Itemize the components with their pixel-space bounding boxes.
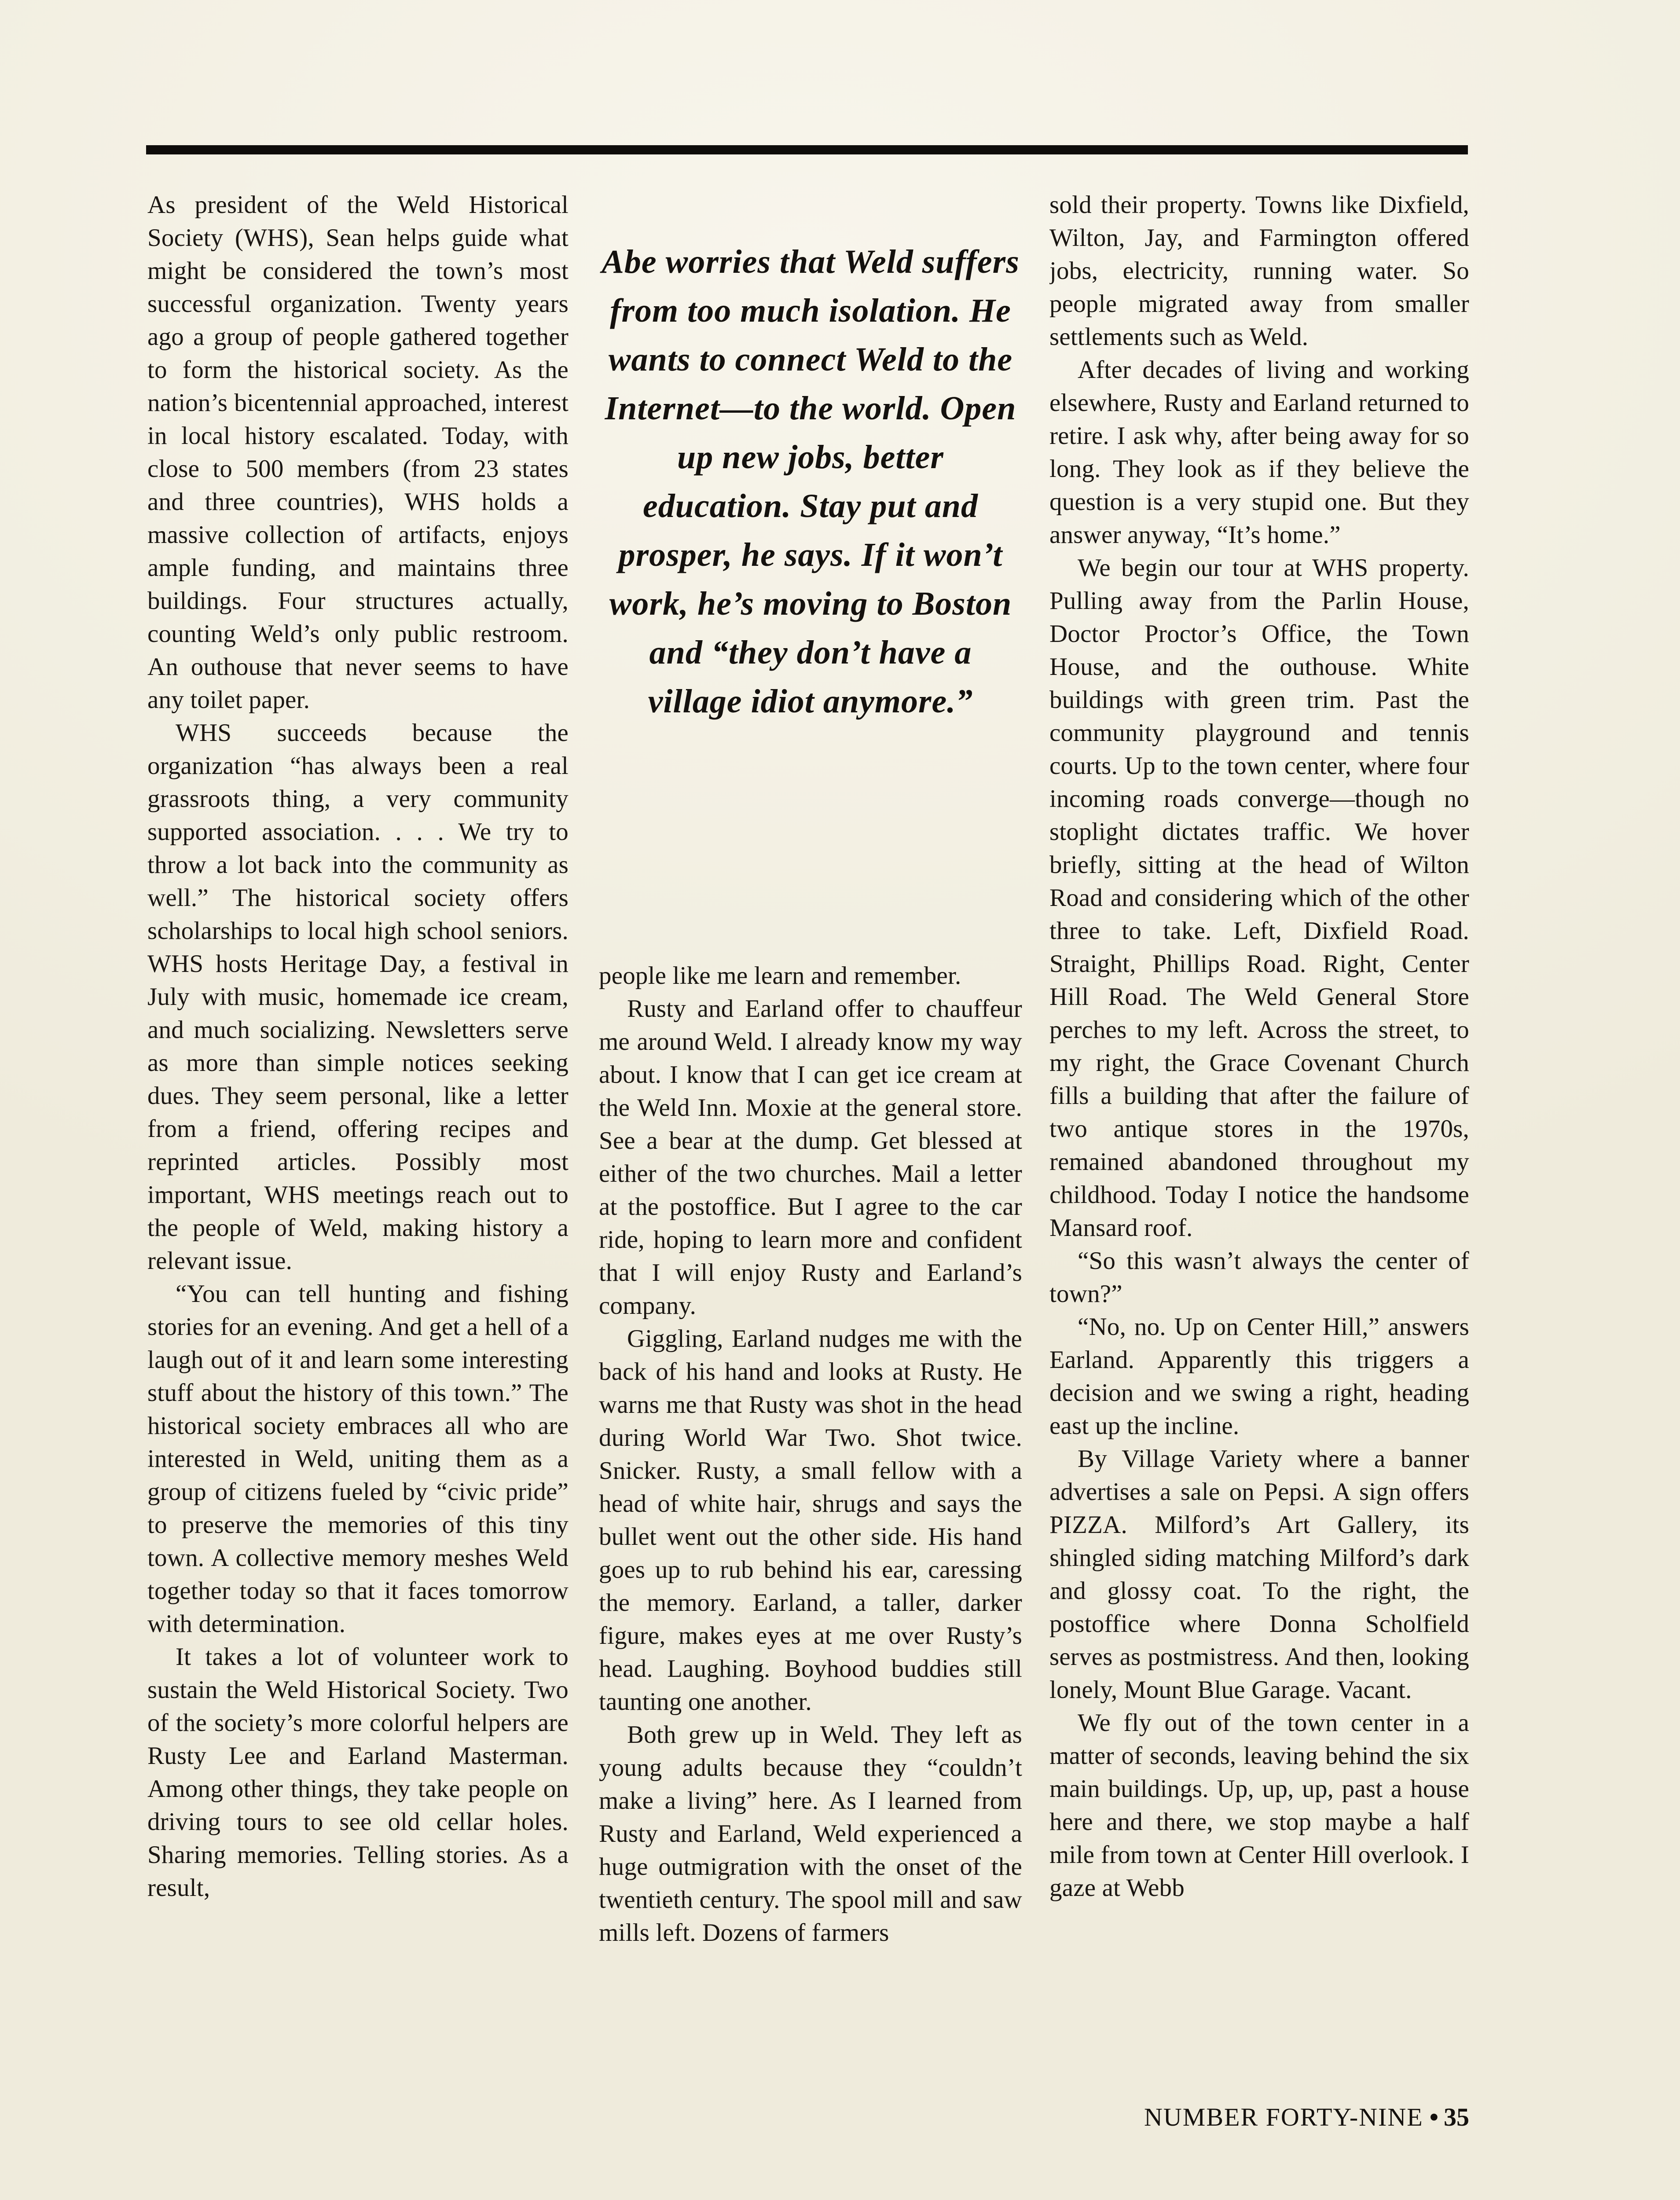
paragraph: Both grew up in Weld. They left as young adults because they “couldn’t make a living” here. As I learned from Rusty and Earland, Weld experienced a huge outmigration with the onset of the twentieth century. The spool mill and saw mills left. Dozens of farmers	[599, 1721, 1022, 1947]
top-rule-divider	[146, 145, 1468, 154]
paragraph: “So this wasn’t always the center of town?”	[1049, 1247, 1469, 1308]
footer-page-number: 35	[1444, 2103, 1469, 2131]
article-column-right	[1049, 188, 1469, 2063]
article-column-middle	[599, 959, 1022, 2064]
paragraph: people like me learn and remember.	[599, 962, 961, 990]
paragraph: Rusty and Earland offer to chauffeur me around Weld. I already know my way about. I know that I can get ice cream at the Weld Inn. Moxie at the general store. See a bear at the dump. Get blessed at either of the two churches. Mail a letter at the postoffice. But I agree to the car ride, hoping to learn more and confident that I will enjoy Rusty and Earland’s company.	[599, 995, 1022, 1320]
paragraph: It takes a lot of volunteer work to sustain the Weld Historical Society. Two of the society’s more colorful helpers are Rusty Lee and Earland Masterman. Among other things, they take people on driving tours to see old cellar holes. Sharing memories. Telling stories. As a result,	[147, 1643, 569, 1902]
paragraph: “No, no. Up on Center Hill,” answers Earland. Apparently this triggers a decision and we swing a right, heading east up the incline.	[1049, 1313, 1469, 1440]
paragraph: Giggling, Earland nudges me with the back of his hand and looks at Rusty. He warns me that Rusty was shot in the head during World War Two. Shot twice. Snicker. Rusty, a small fellow with a head of white hair, shrugs and says the bullet went out the other side. His hand goes up to rub behind his ear, caressing the memory. Earland, a taller, darker figure, makes eyes at me over Rusty’s head. Laughing. Boyhood buddies still taunting one another.	[599, 1325, 1022, 1716]
page-footer	[1049, 2104, 1469, 2130]
paragraph: “You can tell hunting and fishing stories for an evening. And get a hell of a laugh out of it and learn some interesting stuff about the history of this town.” The historical society embraces all who are interested in Weld, uniting them as a group of citizens fueled by “civic pride” to preserve the memories of this tiny town. A collective memory meshes Weld together today so that it faces tomorrow with determination.	[147, 1280, 569, 1638]
footer-bullet-separator: •	[1429, 2103, 1439, 2131]
paragraph: We begin our tour at WHS property. Pulling away from the Parlin House, Doctor Proctor’s Office, the Town House, and the outhouse. White buildings with green trim. Past the community playground and tennis courts. Up to the town center, where four incoming roads converge—though no stoplight dictates traffic. We hover briefly, sitting at the head of Wilton Road and considering which of the other three to take. Left, Dixfield Road. Straight, Phillips Road. Right, Center Hill Road. The Weld General Store perches to my left. Across the street, to my right, the Grace Covenant Church fills a building that after the failure of two antique stores in the 1970s, remained abandoned throughout my childhood. Today I notice the handsome Mansard roof.	[1049, 554, 1469, 1242]
paragraph: WHS succeeds because the organization “has always been a real grassroots thing, a very community supported association. . . . We try to throw a lot back into the community as well.” The historical society offers scholarships to local high school seniors. WHS hosts Heritage Day, a festival in July with music, homemade ice cream, and much socializing. Newsletters serve as more than simple notices seeking dues. They seem personal, like a letter from a friend, offering recipes and reprinted articles. Possibly most important, WHS meetings reach out to the people of Weld, making history a relevant issue.	[147, 719, 569, 1275]
pull-quote: Abe worries that Weld suffers from too much isolation. He wants to connect Weld to the Internet—to the world. Open up new jobs, better education. Stay put and prosper, he says. If it won’t work, he’s moving to Boston and “they don’t have a village idiot anymore.”	[602, 243, 1020, 720]
paragraph: After decades of living and working elsewhere, Rusty and Earland returned to retire. I ask why, after being away for so long. They look as if they believe the question is a very stupid one. But they answer anyway, “It’s home.”	[1049, 356, 1469, 549]
paragraph: By Village Variety where a banner advertises a sale on Pepsi. A sign offers PIZZA. Milford’s Art Gallery, its shingled siding matching Milford’s dark and glossy coat. To the right, the postoffice where Donna Scholfield serves as postmistress. And then, looking lonely, Mount Blue Garage. Vacant.	[1049, 1445, 1469, 1704]
article-column-left	[147, 188, 569, 2063]
paragraph: We fly out of the town center in a matter of seconds, leaving behind the six main buildings. Up, up, up, past a house here and there, we stop maybe a half mile from town at Center Hill overlook. I gaze at Webb	[1049, 1709, 1469, 1902]
footer-issue-label: NUMBER FORTY-NINE	[1144, 2103, 1423, 2131]
paragraph: As president of the Weld Historical Society (WHS), Sean helps guide what might be considered the town’s most successful organization. Twenty years ago a group of people gathered together to form the historical society. As the nation’s bicentennial approached, interest in local history escalated. Today, with close to 500 members (from 23 states and three countries), WHS holds a massive collection of artifacts, enjoys ample funding, and maintains three buildings. Four structures actually, counting Weld’s only public restroom. An outhouse that never seems to have any toilet paper.	[147, 191, 569, 714]
paragraph: sold their property. Towns like Dixfield, Wilton, Jay, and Farmington offered jobs, electricity, running water. So people migrated away from smaller settlements such as Weld.	[1049, 191, 1469, 351]
